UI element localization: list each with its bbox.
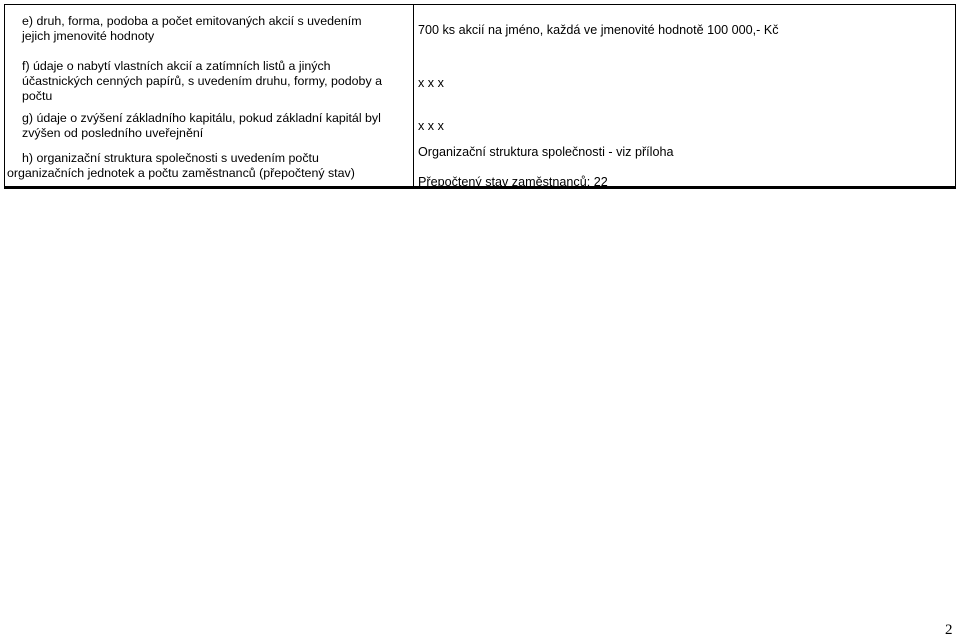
- row-e-label-line-1: e) druh, forma, podoba a počet emitovaných akcií s uvedením: [22, 14, 362, 28]
- row-g-label-line-1: g) údaje o zvýšení základního kapitálu, pokud základní kapitál byl: [22, 111, 381, 125]
- row-e-value: [418, 23, 779, 38]
- page-number: 2: [945, 622, 953, 638]
- table-left-border: [4, 4, 5, 189]
- row-e-label-line-2: jejich jmenovité hodnoty: [22, 29, 155, 43]
- table-top-border: [4, 4, 956, 5]
- row-g-value: [418, 119, 444, 134]
- row-g-label-line-2: zvýšen od posledního uveřejnění: [22, 126, 204, 140]
- disclosure-table: [4, 4, 956, 189]
- row-f-label: [22, 59, 382, 104]
- row-f-value-line-1: x x x: [418, 76, 444, 90]
- row-f-label-line-2: účastnických cenných papírů, s uvedením druhu, formy, podoby a: [22, 74, 382, 88]
- row-h-value-structure: [418, 145, 674, 160]
- row-h-value-line-2: Přepočtený stav zaměstnanců: 22: [418, 175, 608, 189]
- row-h-label-line-1: h) organizační struktura společnosti s uvedením počtu: [22, 151, 319, 165]
- row-h-label: [7, 151, 355, 181]
- row-f-label-line-1: f) údaje o nabytí vlastních akcií a zatímních listů a jiných: [22, 59, 331, 73]
- table-column-divider: [413, 4, 414, 189]
- row-e-label: [22, 14, 362, 44]
- table-right-border: [955, 4, 956, 189]
- row-h-label-line-2: organizačních jednotek a počtu zaměstnanců (přepočtený stav): [7, 166, 355, 180]
- row-f-label-line-3: počtu: [22, 89, 53, 103]
- row-h-value-employees: [418, 175, 608, 190]
- row-f-value: [418, 76, 444, 91]
- row-g-value-line-1: x x x: [418, 119, 444, 133]
- row-h-value-line-1: Organizační struktura společnosti - viz příloha: [418, 145, 674, 159]
- row-e-value-line-1: 700 ks akcií na jméno, každá ve jmenovité hodnotě 100 000,- Kč: [418, 23, 779, 37]
- row-g-label: [22, 111, 381, 141]
